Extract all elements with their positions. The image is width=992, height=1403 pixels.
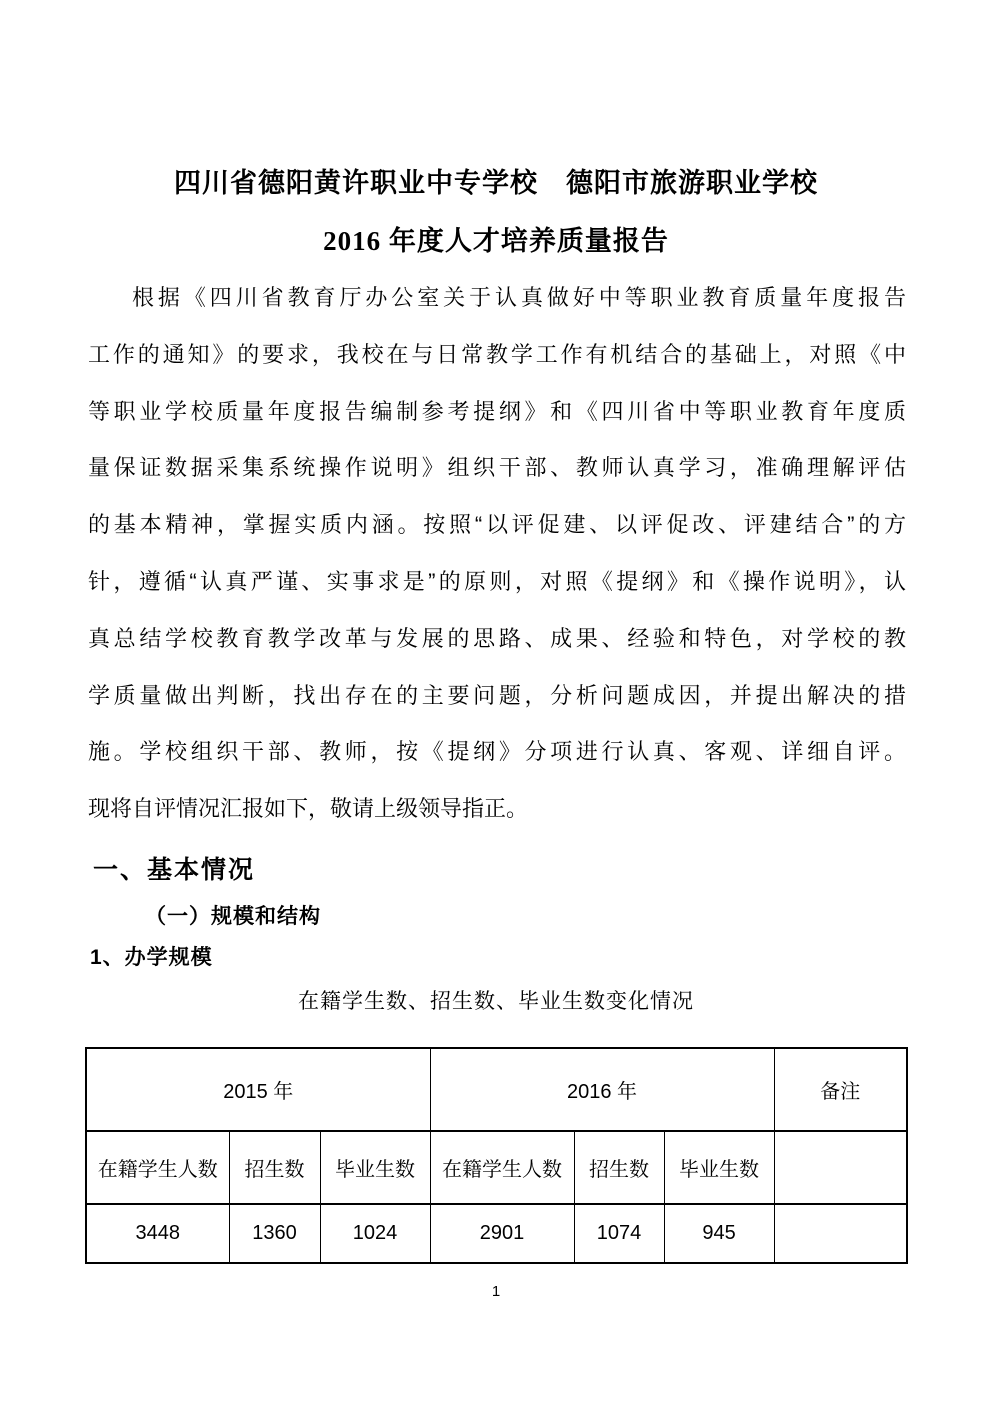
table-caption: 在籍学生数、招生数、毕业生数变化情况 [298,990,694,1013]
table-subheader-cell: 招生数 [229,1131,320,1204]
table-year-header-cell: 2015 年 [86,1048,430,1131]
table-row-years [86,1048,907,1131]
table-value-cell: 945 [664,1204,774,1263]
table-value-cell: 1360 [229,1204,320,1263]
paragraph-line: 量保证数据采集系统操作说明》组织干部、教师认真学习，准确理解评估 [88,455,906,481]
table-value-cell: 2901 [430,1204,574,1263]
table-value-cell: 1024 [320,1204,430,1263]
table-year-header-cell: 2016 年 [430,1048,774,1131]
paragraph-line: 根据《四川省教育厅办公室关于认真做好中等职业教育质量年度报告 [132,285,906,310]
subsection-heading-scale-structure: （一）规模和结构 [145,905,321,928]
item-heading-school-scale: 1、办学规模 [90,946,213,969]
table-subheader-cell [774,1131,907,1204]
table-value-cell: 3448 [86,1204,229,1263]
table-subheader-cell: 招生数 [574,1131,664,1204]
section-heading-basic-situation: 一、基本情况 [93,856,256,884]
paragraph-line: 现将自评情况汇报如下，敬请上级领导指正。 [88,796,529,822]
paragraph-line: 学质量做出判断，找出存在的主要问题，分析问题成因，并提出解决的措 [88,682,906,708]
table-subheader-cell: 毕业生数 [664,1131,774,1204]
table-subheader-cell: 在籍学生人数 [430,1131,574,1204]
paragraph-line: 针，遵循“认真严谨、实事求是”的原则，对照《提纲》和《操作说明》，认 [88,568,906,594]
page-number: 1 [491,1283,501,1300]
enrollment-table [85,1047,908,1264]
table-subheader-cell: 毕业生数 [320,1131,430,1204]
table-row-values [86,1204,907,1263]
paragraph-line: 施。学校组织干部、教师，按《提纲》分项进行认真、客观、详细自评。 [88,739,906,765]
paragraph-line: 真总结学校教育教学改革与发展的思路、成果、经验和特色，对学校的教 [88,625,906,651]
table-value-cell [774,1204,907,1263]
table-remark-header-cell: 备注 [774,1048,907,1131]
document-title-line2: 2016 年度人才培养质量报告 [323,226,669,256]
paragraph-line: 等职业学校质量年度报告编制参考提纲》和《四川省中等职业教育年度质 [88,398,906,424]
paragraph-line: 的基本精神，掌握实质内涵。按照“以评促建、以评促改、评建结合”的方 [88,512,906,538]
table-subheader-cell: 在籍学生人数 [86,1131,229,1204]
table-row-labels [86,1131,907,1204]
table-value-cell: 1074 [574,1204,664,1263]
paragraph-line: 工作的通知》的要求，我校在与日常教学工作有机结合的基础上，对照《中 [88,341,906,367]
document-title-line1: 四川省德阳黄许职业中专学校 德阳市旅游职业学校 [174,168,818,198]
intro-paragraph [88,270,906,838]
